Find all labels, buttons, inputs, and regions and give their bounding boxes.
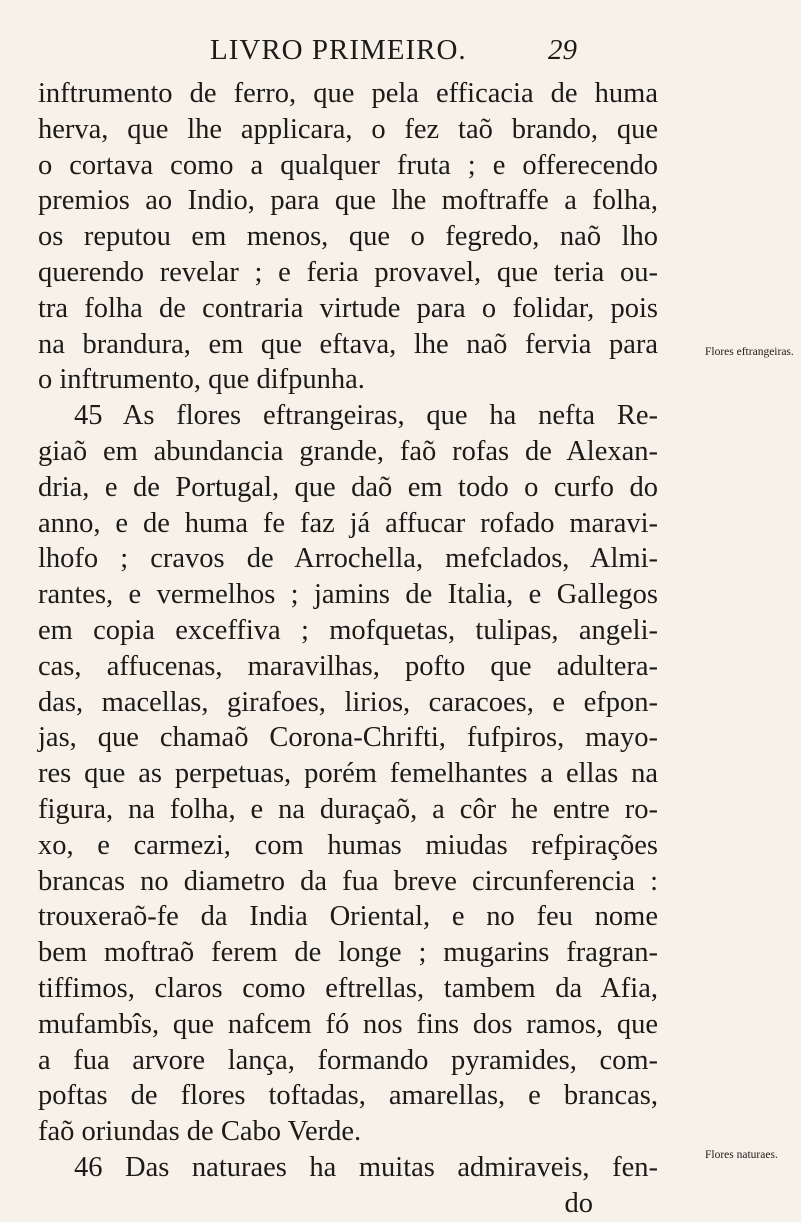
text-line: figura, na folha, e na duraçaõ, a côr he entre ro-: [38, 793, 658, 825]
text-line: rantes, e vermelhos ; jamins de Italia, e Gallegos: [38, 579, 658, 611]
text-line: giaõ em abundancia grande, faõ rofas de Alexan-: [38, 435, 658, 467]
page-number: 29: [548, 34, 577, 66]
marginal-note-flores-estrangeiras: Flores eftrangeiras.: [705, 346, 794, 358]
text-line: anno, e de huma fe faz já affucar rofado maravi-: [38, 507, 658, 539]
text-line: cas, affucenas, maravilhas, pofto que adultera-: [38, 650, 658, 682]
paragraph-end-line: faõ oriundas de Cabo Verde.: [38, 1116, 362, 1148]
text-line: em copia exceffiva ; mofquetas, tulipas, angeli-: [38, 614, 658, 646]
text-line: tra folha de contraria virtude para o folidar, pois: [38, 292, 658, 324]
marginal-note-flores-naturaes: Flores naturaes.: [705, 1149, 778, 1161]
text-line: poftas de flores toftadas, amarellas, e brancas,: [38, 1080, 658, 1112]
text-line: tiffimos, claros como eftrellas, tambem da Afia,: [38, 972, 658, 1004]
text-line: xo, e carmezi, com humas miudas refpirações: [38, 829, 658, 861]
text-line: mufambîs, que nafcem fó nos fins dos ramos, que: [38, 1008, 658, 1040]
text-line: na brandura, em que eftava, lhe naõ fervia para: [38, 328, 658, 360]
text-line: os reputou em menos, que o fegredo, naõ lho: [38, 221, 658, 253]
text-line: res que as perpetuas, porém femelhantes a ellas na: [38, 758, 658, 790]
text-line: bem moftraõ ferem de longe ; mugarins fragran-: [38, 937, 658, 969]
text-line: a fua arvore lança, formando pyramides, com-: [38, 1044, 658, 1076]
running-title: LIVRO PRIMEIRO.: [210, 34, 467, 66]
paragraph-46-start: 46 Das naturaes ha muitas admiraveis, fen-: [74, 1151, 658, 1183]
text-line: trouxeraõ-fe da India Oriental, e no feu nome: [38, 901, 658, 933]
text-line: querendo revelar ; e feria provavel, que teria ou-: [38, 256, 658, 288]
paragraph-end-line: o inftrumento, que difpunha.: [38, 364, 365, 396]
text-line: lhofo ; cravos de Arrochella, mefclados, Almi-: [38, 543, 658, 575]
paragraph-45-start: 45 As flores eftrangeiras, que ha nefta Re-: [74, 400, 658, 432]
body-text: [38, 76, 658, 1222]
text-line: inftrumento de ferro, que pela efficacia de huma: [38, 78, 658, 109]
catchword: do: [564, 1187, 593, 1219]
text-line: premios ao Indio, para que lhe moftraffe a folha,: [38, 185, 658, 217]
text-line: das, macellas, girafoes, lirios, caracoes, e efpon-: [38, 686, 658, 718]
text-line: dria, e de Portugal, que daõ em todo o curfo do: [38, 471, 658, 503]
text-line: herva, que lhe applicara, o fez taõ brando, que: [38, 113, 658, 145]
text-line: o cortava como a qualquer fruta ; e offerecendo: [38, 149, 658, 181]
text-line: brancas no diametro da fua breve circunferencia :: [38, 865, 658, 897]
text-line: jas, que chamaõ Corona-Chrifti, fufpiros, mayo-: [38, 722, 658, 754]
running-head: [0, 34, 801, 74]
